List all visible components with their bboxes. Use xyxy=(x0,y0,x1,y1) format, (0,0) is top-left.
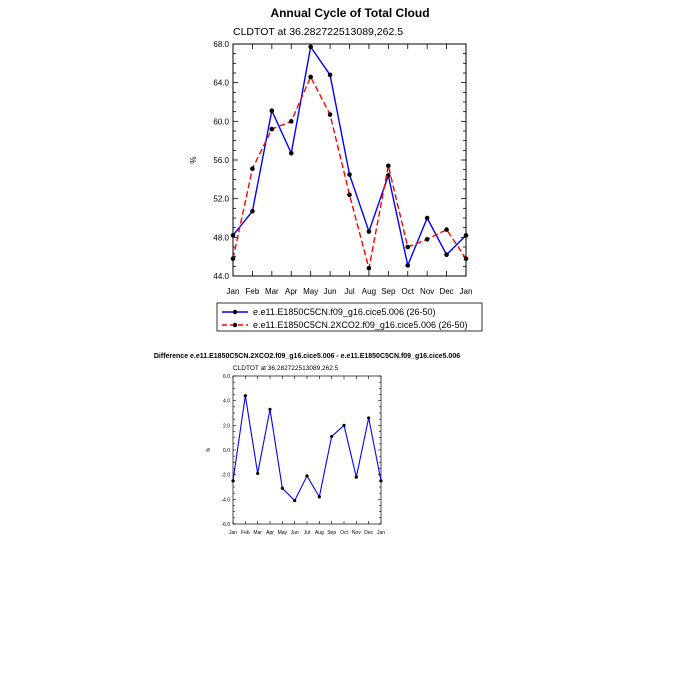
y-tick-label: 4.0 xyxy=(223,398,230,405)
x-tick-label: Dec xyxy=(439,287,454,296)
data-point xyxy=(444,227,449,232)
x-tick-label: Jul xyxy=(303,530,311,536)
data-point xyxy=(464,233,469,238)
data-point xyxy=(231,479,234,482)
x-tick-label: Jul xyxy=(344,287,355,296)
data-point xyxy=(347,193,352,198)
x-tick-label: May xyxy=(277,530,288,536)
x-tick-label: Oct xyxy=(340,530,348,536)
x-tick-label: Jan xyxy=(376,530,386,536)
x-tick-label: Jan xyxy=(226,287,240,296)
data-point xyxy=(328,73,333,78)
chart1-ylabel: % xyxy=(189,156,198,164)
chart-title: Annual Cycle of Total Cloud xyxy=(270,6,430,20)
chart1-plot xyxy=(213,40,472,296)
legend-marker-series2 xyxy=(233,323,237,327)
x-tick-label: Feb xyxy=(241,530,250,536)
x-tick-label: Jun xyxy=(290,530,299,536)
x-tick-label: Jun xyxy=(323,287,337,296)
y-tick-label: 56.0 xyxy=(213,156,229,165)
data-point xyxy=(289,119,294,124)
data-point xyxy=(250,209,255,214)
x-tick-label: Aug xyxy=(361,287,377,296)
chart1-subtitle: CLDTOT at 36.282722513089,262.5 xyxy=(233,26,404,38)
x-tick-label: Nov xyxy=(351,530,361,536)
legend-label-series2: e.e11.E1850C5CN.2XCO2.f09_g16.cice5.006 (26-50) xyxy=(253,320,468,330)
data-point xyxy=(367,229,372,234)
y-tick-label: -2.0 xyxy=(221,472,230,479)
x-tick-label: Sep xyxy=(381,287,396,296)
data-point xyxy=(268,408,271,411)
data-point xyxy=(250,166,255,171)
x-tick-label: Feb xyxy=(245,287,260,296)
data-point xyxy=(342,424,345,427)
y-tick-label: 6.0 xyxy=(223,374,230,380)
y-tick-label: 0.0 xyxy=(223,448,230,454)
x-tick-label: Aug xyxy=(314,530,324,536)
legend xyxy=(217,303,482,331)
chart2-ylabel: % xyxy=(206,447,212,453)
data-point xyxy=(405,245,410,250)
data-point xyxy=(347,172,352,177)
y-tick-label: -6.0 xyxy=(221,522,230,528)
data-point xyxy=(328,112,333,117)
x-tick-label: Mar xyxy=(253,530,262,536)
diff-title: Difference e.e11.E1850C5CN.2XCO2.f09_g16.cice5.006 - e.e11.E1850C5CN.f09_g16.cice5.006 xyxy=(153,353,461,360)
y-tick-label: 60.0 xyxy=(213,117,229,127)
plot-frame xyxy=(233,44,466,276)
legend-label-series1: e.e11.E1850C5CN.f09_g16.cice5.006 (26-50) xyxy=(253,307,436,317)
data-point xyxy=(293,499,296,502)
y-tick-label: 64.0 xyxy=(213,78,229,88)
data-point xyxy=(231,256,236,261)
data-point xyxy=(464,256,469,261)
x-tick-label: Apr xyxy=(285,287,298,296)
data-point xyxy=(318,495,321,498)
x-tick-label: Sep xyxy=(327,530,337,536)
data-point xyxy=(425,237,430,242)
y-tick-label: 52.0 xyxy=(213,194,229,204)
data-point xyxy=(405,263,410,268)
data-point xyxy=(425,216,430,221)
data-point xyxy=(367,266,372,271)
series-line-1 xyxy=(233,396,381,501)
data-point xyxy=(270,127,275,132)
data-point xyxy=(244,394,247,397)
x-tick-label: Oct xyxy=(401,287,414,296)
legend-marker-series1 xyxy=(233,310,237,314)
x-tick-label: May xyxy=(303,287,319,296)
x-tick-label: Apr xyxy=(266,530,274,536)
y-tick-label: -4.0 xyxy=(221,497,230,504)
data-point xyxy=(256,472,259,475)
x-tick-label: Nov xyxy=(420,287,435,296)
data-point xyxy=(305,474,308,477)
x-tick-label: Jan xyxy=(459,287,473,296)
x-tick-label: Jan xyxy=(228,530,238,536)
data-point xyxy=(355,476,358,479)
data-point xyxy=(231,233,236,238)
data-point xyxy=(281,487,284,490)
chart2-subtitle: CLDTOT at 36.282722513089,262.5 xyxy=(233,365,339,372)
data-point xyxy=(330,435,333,438)
data-point xyxy=(379,479,382,482)
y-tick-label: 48.0 xyxy=(213,233,229,243)
data-point xyxy=(308,75,313,80)
x-tick-label: Mar xyxy=(264,287,279,296)
plot-frame xyxy=(233,376,381,524)
y-tick-label: 2.0 xyxy=(223,423,230,430)
data-point xyxy=(386,164,391,169)
y-tick-label: 68.0 xyxy=(213,40,229,49)
chart2-plot xyxy=(221,374,385,536)
y-tick-label: 44.0 xyxy=(213,272,229,281)
x-tick-label: Dec xyxy=(364,530,374,536)
data-point xyxy=(289,151,294,156)
data-point xyxy=(308,45,313,50)
data-point xyxy=(367,416,370,419)
series-line-1 xyxy=(233,47,466,265)
data-point xyxy=(270,108,275,113)
data-point xyxy=(444,252,449,257)
